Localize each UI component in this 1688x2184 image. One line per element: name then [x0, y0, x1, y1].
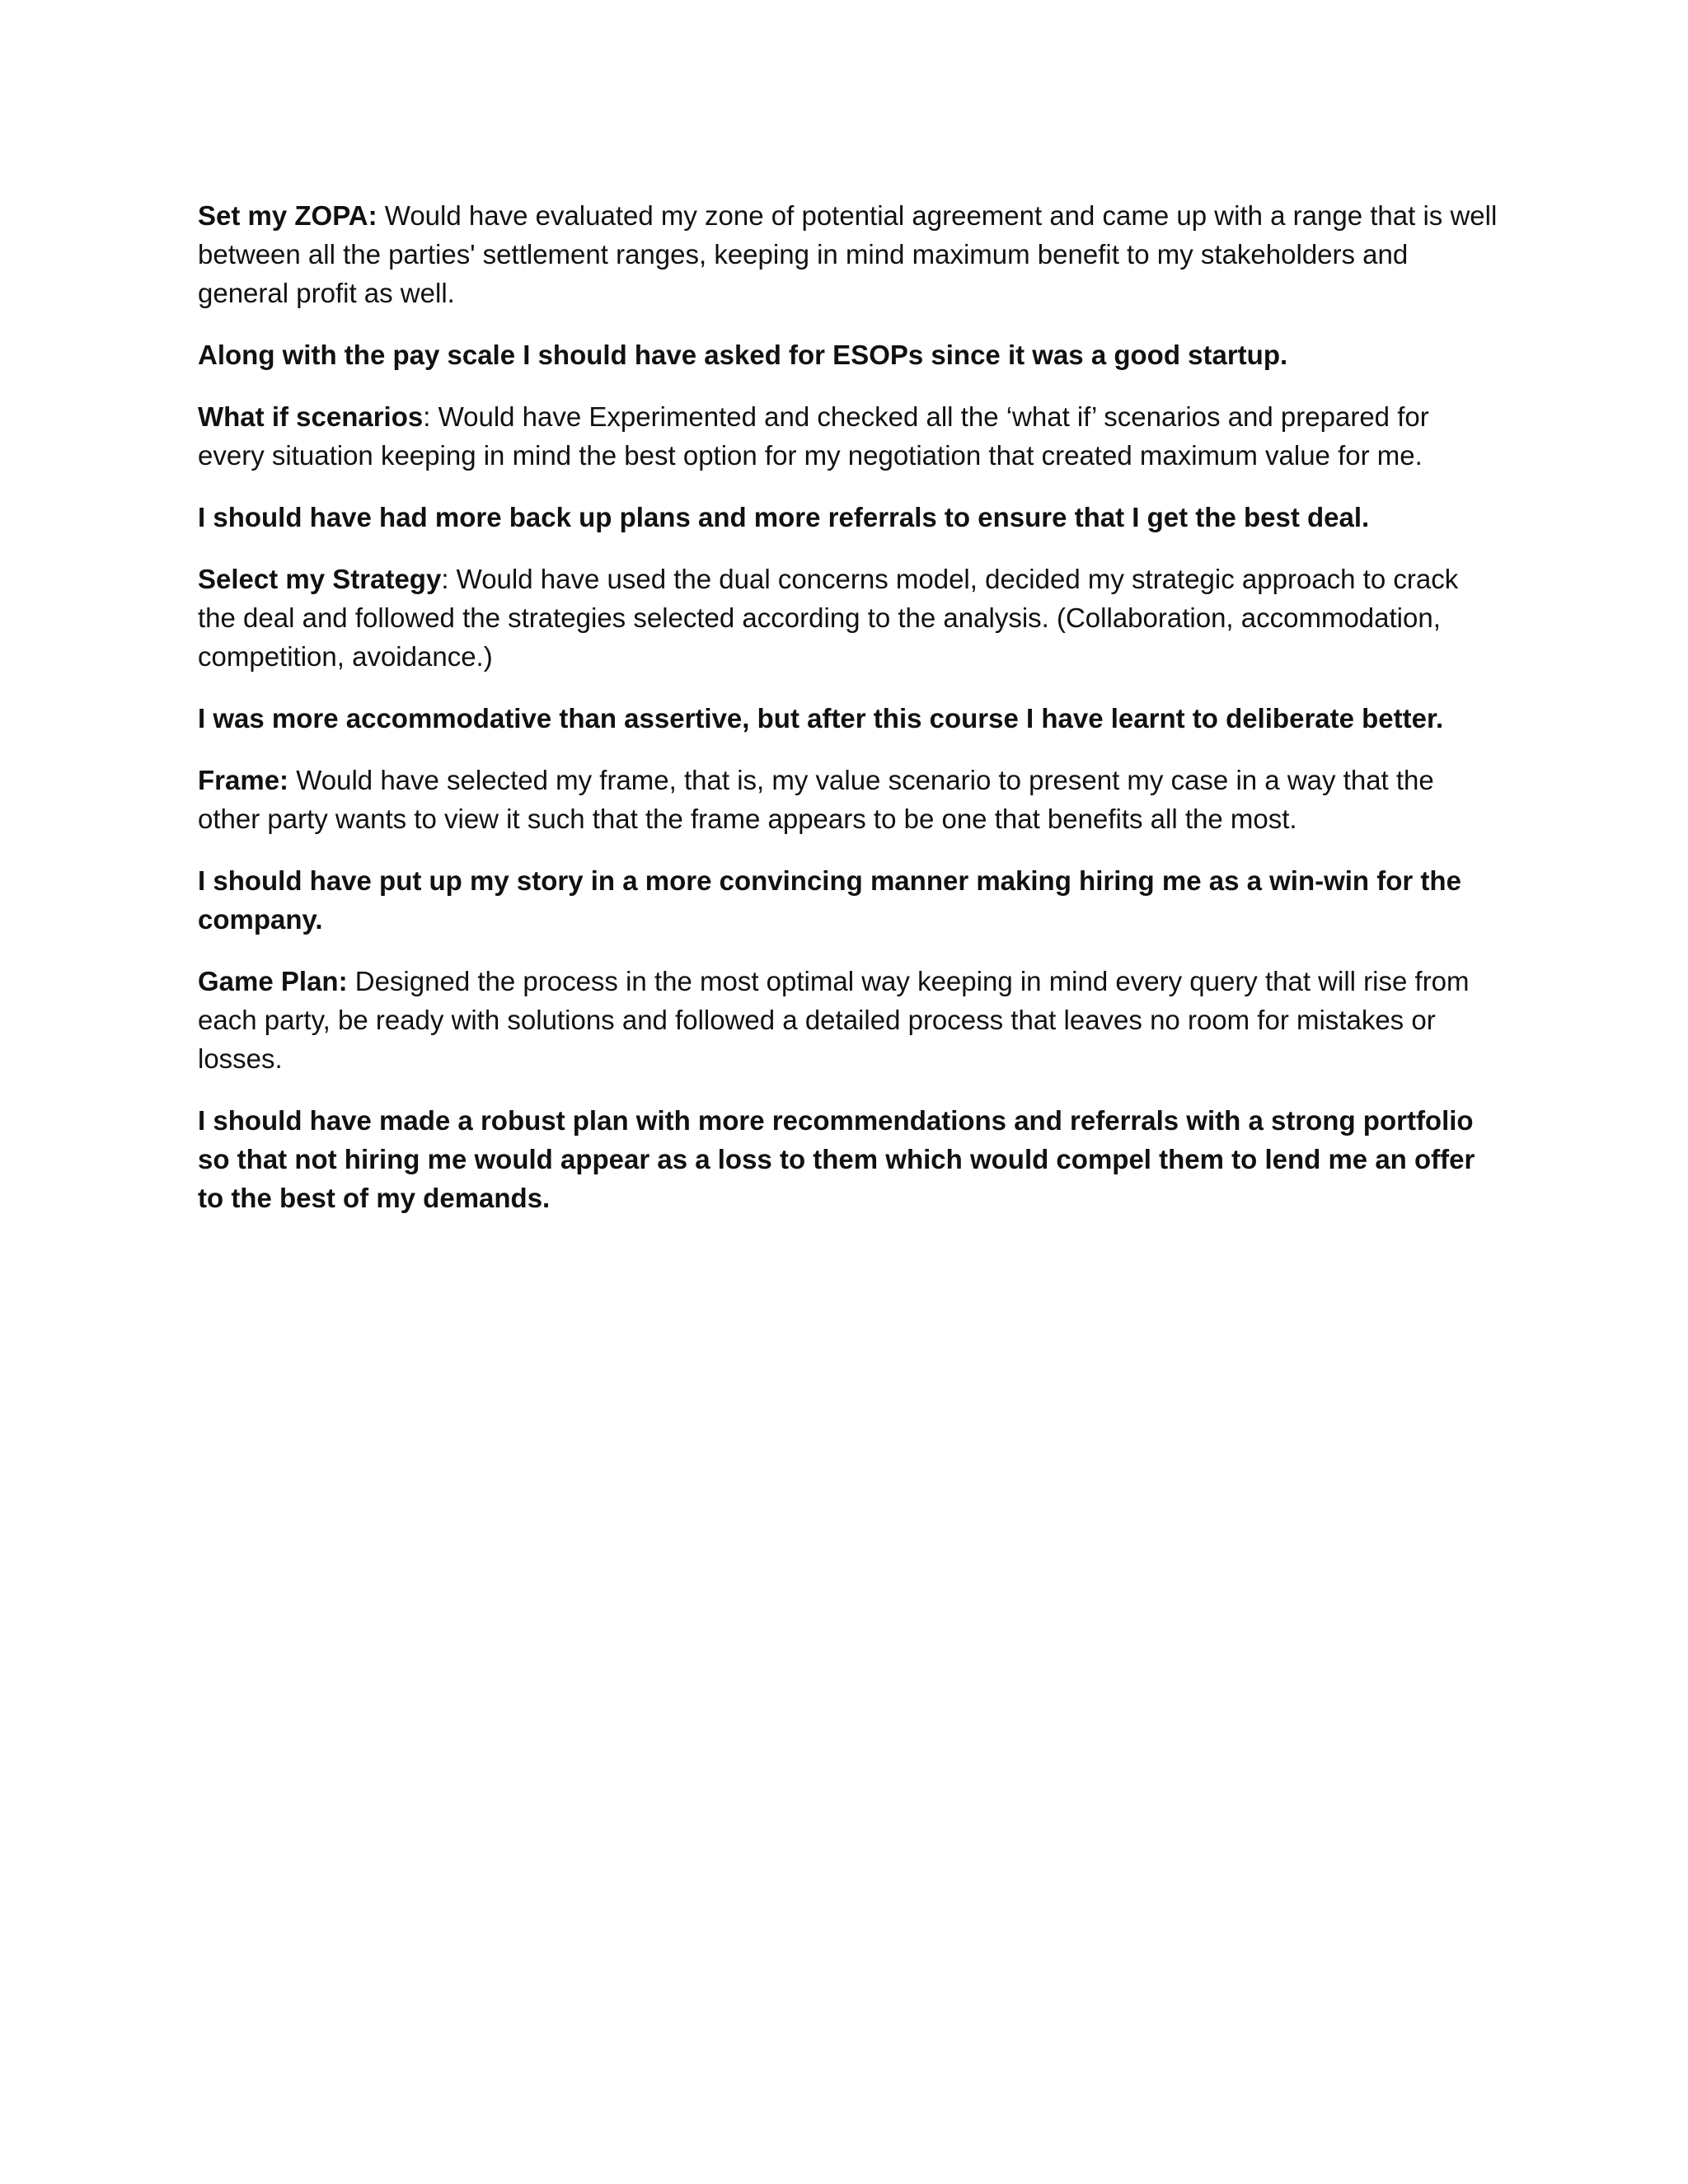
- paragraph-lead: Game Plan:: [198, 966, 348, 996]
- paragraph-lead: Select my Strategy: [198, 564, 442, 594]
- paragraph-robust-plan: I should have made a robust plan with more recommendations and referrals with a strong portfolio so that not hiring me would appear as a loss to them which would compel them to lend me an offer to the best of my demands.: [198, 1105, 1475, 1213]
- paragraph-text: Would have selected my frame, that is, my value scenario to present my case in a way that the other party wants to view it such that the frame appears to be one that benefits all the most.: [198, 765, 1434, 834]
- paragraph-text: Designed the process in the most optimal way keeping in mind every query that will rise from each party, be ready with solutions and followed a detailed process that leaves no room for mistakes or losses.: [198, 966, 1470, 1074]
- paragraph-text: : Would have used the dual concerns model, decided my strategic approach to crack the deal and followed the strategies selected according to the analysis. (Collaboration, accommodation, competition, avoidance.): [198, 564, 1459, 672]
- paragraph-accommodative: I was more accommodative than assertive, but after this course I have learnt to deliberate better.: [198, 703, 1444, 733]
- paragraph-text: : Would have Experimented and checked all the ‘what if’ scenarios and prepared for every situation keeping in mind the best option for my negotiation that created maximum value for me.: [198, 401, 1429, 471]
- paragraph-zopa: [198, 196, 1500, 312]
- paragraph-backup-plans: I should have had more back up plans and more referrals to ensure that I get the best deal.: [198, 502, 1370, 532]
- paragraph-frame: [198, 761, 1500, 838]
- paragraph-story: I should have put up my story in a more convincing manner making hiring me as a win-win for the company.: [198, 865, 1461, 935]
- paragraph-strategy: [198, 560, 1500, 676]
- paragraph-lead: Frame:: [198, 765, 289, 795]
- paragraph-text: Would have evaluated my zone of potential agreement and came up with a range that is well between all the parties' settlement ranges, keeping in mind maximum benefit to my stakeholders and general profit as well.: [198, 200, 1498, 308]
- paragraph-what-if: [198, 397, 1500, 475]
- paragraph-lead: What if scenarios: [198, 401, 424, 432]
- paragraph-esops: Along with the pay scale I should have asked for ESOPs since it was a good startup.: [198, 340, 1288, 370]
- paragraph-lead: Set my ZOPA:: [198, 200, 377, 231]
- paragraph-game-plan: [198, 962, 1500, 1078]
- document-body: [198, 196, 1500, 1240]
